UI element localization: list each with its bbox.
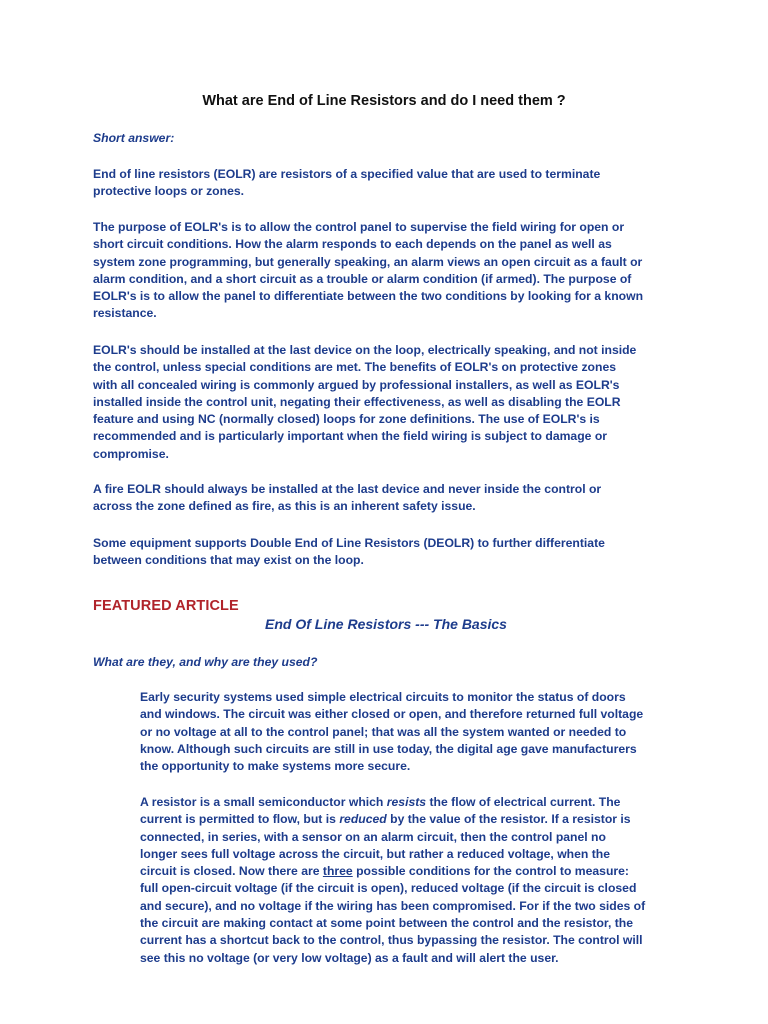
text-line: the opportunity to make systems more secure. <box>140 759 411 774</box>
text-line: see this no voltage (or very low voltage) as a fault and will alert the user. <box>140 950 559 965</box>
paragraph-1 <box>93 166 693 201</box>
paragraph-4 <box>93 481 693 516</box>
text-segment: current is permitted to flow, but is <box>140 812 340 827</box>
text-segment: by the value of the resistor. If a resistor is <box>386 812 631 827</box>
text-line: alarm condition, and a short circuit as a trouble or alarm condition (if armed). The purpose of <box>93 271 632 286</box>
text-line: short circuit conditions. How the alarm responds to each depends on the panel as well as <box>93 237 612 252</box>
paragraph-2 <box>93 219 693 323</box>
emphasis-text: resists <box>386 795 427 809</box>
text-line: The purpose of EOLR's is to allow the control panel to supervise the field wiring for open or <box>93 220 625 234</box>
text-line: Some equipment supports Double End of Line Resistors (DEOLR) to further differentiate <box>93 536 605 550</box>
text-line: and secure), and no voltage if the wiring has been compromised. For if the two sides of <box>140 898 646 913</box>
text-line: compromise. <box>93 446 169 461</box>
text-line: the circuit are making contact at some point between the control and the resistor, the <box>140 916 634 931</box>
text-line: feature and using NC (normally closed) loops for zone definitions. The use of EOLR's is <box>93 412 600 427</box>
text-line: protective loops or zones. <box>93 184 245 199</box>
text-line: installed inside the control unit, negating their effectiveness, as well as disabling the EOLR <box>93 394 621 409</box>
emphasis-text: reduced <box>339 812 387 827</box>
text-line: Early security systems used simple electrical circuits to monitor the status of doors <box>140 690 626 704</box>
text-line <box>140 863 688 880</box>
text-line: connected, in series, with a sensor on an alarm circuit, then the control panel no <box>140 829 606 844</box>
text-line <box>140 794 688 811</box>
text-segment: possible conditions for the control to measure: <box>352 864 629 879</box>
article-title: End Of Line Resistors --- The Basics <box>265 616 507 632</box>
text-line: recommended and is particularly important when the field wiring is subject to damage or <box>93 429 608 444</box>
text-line: current has a shortcut back to the control, thus bypassing the resistor. The control will <box>140 933 643 948</box>
text-line: resistance. <box>93 306 157 321</box>
text-segment: A resistor is a small semiconductor which <box>140 795 387 809</box>
text-line: with all concealed wiring is commonly argued by professional installers, as well as EOLR's <box>93 377 620 392</box>
text-segment: the flow of electrical current. The <box>426 795 621 809</box>
paragraph-3 <box>93 342 693 463</box>
text-line: EOLR's is to allow the panel to differentiate between the two conditions by looking for a known <box>93 289 644 304</box>
text-line: End of line resistors (EOLR) are resistors of a specified value that are used to terminate <box>93 167 601 181</box>
page-title: What are End of Line Resistors and do I need them ? <box>202 93 566 109</box>
text-line: system zone programming, but generally speaking, an alarm views an open circuit as a fault or <box>93 254 643 269</box>
underlined-text: three <box>322 864 353 879</box>
text-line: full open-circuit voltage (if the circuit is open), reduced voltage (if the circuit is closed <box>140 881 637 896</box>
text-line: and windows. The circuit was either closed or open, and therefore returned full voltage <box>140 707 644 722</box>
paragraph-5 <box>93 535 693 570</box>
article-paragraph-1 <box>140 689 688 775</box>
text-line: longer sees full voltage across the circuit, but rather a reduced voltage, when the <box>140 846 611 861</box>
article-paragraph-2 <box>140 794 688 967</box>
text-line: or no voltage at all to the control panel; that was all the system wanted or needed to <box>140 724 627 739</box>
article-question: What are they, and why are they used? <box>93 655 318 669</box>
text-line: between conditions that may exist on the loop. <box>93 553 364 568</box>
text-line <box>140 811 688 828</box>
text-line: know. Although such circuits are still in use today, the digital age gave manufacturers <box>140 741 637 756</box>
text-line: A fire EOLR should always be installed at the last device and never inside the control or <box>93 482 602 496</box>
featured-article-label: FEATURED ARTICLE <box>93 598 239 614</box>
text-line: EOLR's should be installed at the last device on the loop, electrically speaking, and not inside <box>93 343 637 357</box>
text-line: the control, unless special conditions are met. The benefits of EOLR's on protective zones <box>93 360 616 375</box>
text-segment: circuit is closed. Now there are <box>140 864 323 879</box>
short-answer-label: Short answer: <box>93 131 175 145</box>
text-line: across the zone defined as fire, as this is an inherent safety issue. <box>93 499 476 514</box>
